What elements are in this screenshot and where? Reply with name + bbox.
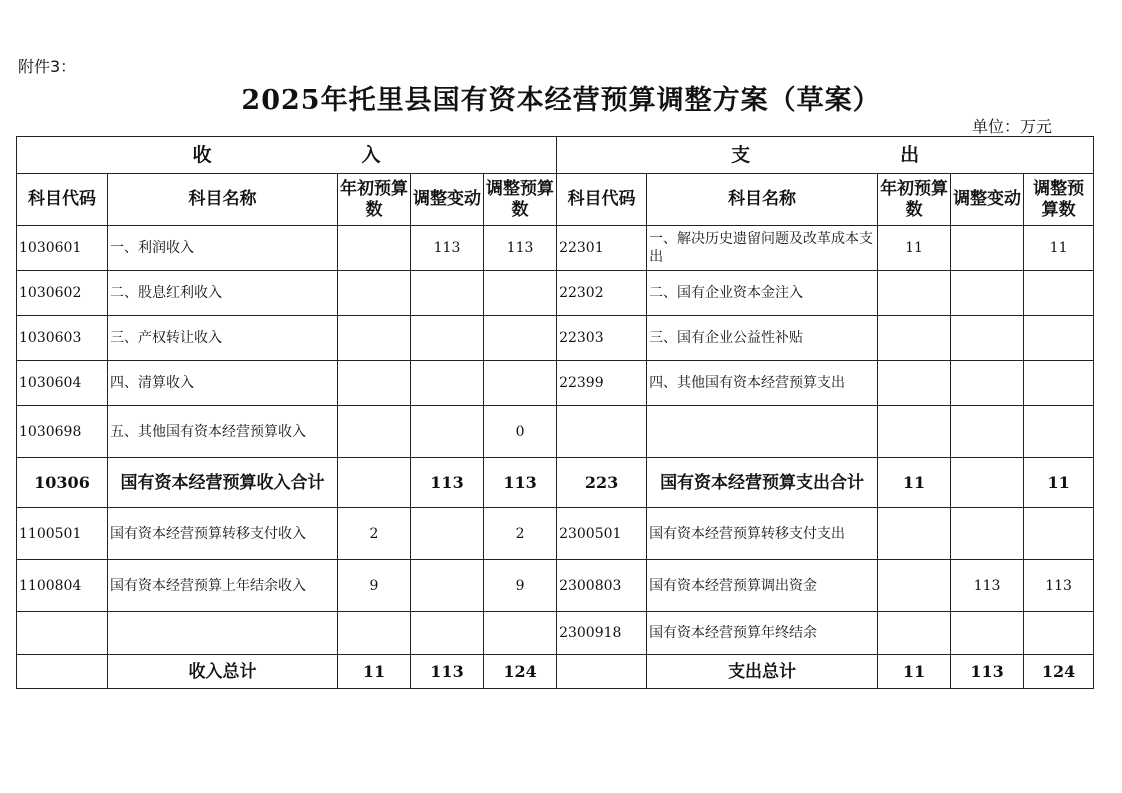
income-subtotal-name: 国有资本经营预算收入合计 bbox=[108, 458, 338, 508]
income-subtotal-initial bbox=[338, 458, 411, 508]
income-initial bbox=[338, 612, 411, 655]
col-header-income-adjusted: 调整预算数 bbox=[484, 174, 557, 226]
budget-table bbox=[16, 136, 1094, 689]
expense-code: 2300501 bbox=[557, 508, 647, 560]
table-row bbox=[17, 316, 1094, 361]
income-initial: 9 bbox=[338, 560, 411, 612]
income-total-initial: 11 bbox=[338, 655, 411, 689]
income-adjusted: 2 bbox=[484, 508, 557, 560]
income-initial bbox=[338, 406, 411, 458]
income-code: 1100804 bbox=[17, 560, 108, 612]
expense-adjusted bbox=[1024, 271, 1094, 316]
table-row bbox=[17, 508, 1094, 560]
income-adjusted bbox=[484, 361, 557, 406]
income-initial: 2 bbox=[338, 508, 411, 560]
income-code bbox=[17, 612, 108, 655]
income-subtotal-adjusted: 113 bbox=[484, 458, 557, 508]
expense-change bbox=[951, 226, 1024, 271]
expense-change bbox=[951, 406, 1024, 458]
expense-code: 22302 bbox=[557, 271, 647, 316]
table-row bbox=[17, 361, 1094, 406]
income-adjusted bbox=[484, 271, 557, 316]
expense-initial: 11 bbox=[878, 226, 951, 271]
income-section-header: 收 入 bbox=[17, 137, 557, 174]
expense-total-adjusted: 124 bbox=[1024, 655, 1094, 689]
income-total-change: 113 bbox=[411, 655, 484, 689]
expense-initial bbox=[878, 560, 951, 612]
income-change bbox=[411, 271, 484, 316]
expense-initial bbox=[878, 271, 951, 316]
expense-name: 国有资本经营预算转移支付支出 bbox=[647, 508, 878, 560]
expense-name: 四、其他国有资本经营预算支出 bbox=[647, 361, 878, 406]
col-header-income-code: 科目代码 bbox=[17, 174, 108, 226]
expense-subtotal-change bbox=[951, 458, 1024, 508]
subtotal-row bbox=[17, 458, 1094, 508]
expense-code bbox=[557, 406, 647, 458]
expense-change bbox=[951, 361, 1024, 406]
income-adjusted: 0 bbox=[484, 406, 557, 458]
expense-change bbox=[951, 316, 1024, 361]
col-header-income-name: 科目名称 bbox=[108, 174, 338, 226]
expense-total-change: 113 bbox=[951, 655, 1024, 689]
income-total-spacer bbox=[17, 655, 108, 689]
table-row bbox=[17, 406, 1094, 458]
grand-total-row bbox=[17, 655, 1094, 689]
expense-code: 22301 bbox=[557, 226, 647, 271]
expense-subtotal-name: 国有资本经营预算支出合计 bbox=[647, 458, 878, 508]
expense-name: 一、解决历史遗留问题及改革成本支出 bbox=[647, 226, 878, 271]
expense-adjusted bbox=[1024, 406, 1094, 458]
income-initial bbox=[338, 361, 411, 406]
expense-total-initial: 11 bbox=[878, 655, 951, 689]
expense-subtotal-code: 223 bbox=[557, 458, 647, 508]
income-change bbox=[411, 361, 484, 406]
expense-code: 2300803 bbox=[557, 560, 647, 612]
expense-adjusted bbox=[1024, 508, 1094, 560]
expense-initial bbox=[878, 316, 951, 361]
income-name: 二、股息红利收入 bbox=[108, 271, 338, 316]
expense-adjusted: 11 bbox=[1024, 226, 1094, 271]
column-header-row bbox=[17, 174, 1094, 226]
expense-name: 三、国有企业公益性补贴 bbox=[647, 316, 878, 361]
expense-subtotal-adjusted: 11 bbox=[1024, 458, 1094, 508]
income-code: 1030601 bbox=[17, 226, 108, 271]
income-name: 国有资本经营预算转移支付收入 bbox=[108, 508, 338, 560]
income-name: 三、产权转让收入 bbox=[108, 316, 338, 361]
expense-name: 国有资本经营预算年终结余 bbox=[647, 612, 878, 655]
income-subtotal-change: 113 bbox=[411, 458, 484, 508]
income-subtotal-code: 10306 bbox=[17, 458, 108, 508]
income-adjusted: 113 bbox=[484, 226, 557, 271]
attachment-label: 附件3： bbox=[18, 57, 77, 76]
income-code: 1030602 bbox=[17, 271, 108, 316]
expense-name bbox=[647, 406, 878, 458]
col-header-expense-adjusted: 调整预算数 bbox=[1024, 174, 1094, 226]
expense-change bbox=[951, 612, 1024, 655]
expense-code: 2300918 bbox=[557, 612, 647, 655]
expense-name: 二、国有企业资本金注入 bbox=[647, 271, 878, 316]
document-title: 2025年托里县国有资本经营预算调整方案（草案） bbox=[241, 85, 881, 116]
expense-adjusted: 113 bbox=[1024, 560, 1094, 612]
table-row bbox=[17, 271, 1094, 316]
table-row bbox=[17, 226, 1094, 271]
income-total-adjusted: 124 bbox=[484, 655, 557, 689]
income-name: 一、利润收入 bbox=[108, 226, 338, 271]
income-initial bbox=[338, 316, 411, 361]
col-header-income-initial: 年初预算数 bbox=[338, 174, 411, 226]
expense-total-label: 支出总计 bbox=[647, 655, 878, 689]
expense-initial bbox=[878, 508, 951, 560]
unit-label: 单位：万元 bbox=[972, 117, 1053, 136]
income-name: 四、清算收入 bbox=[108, 361, 338, 406]
expense-section-header: 支 出 bbox=[557, 137, 1094, 174]
income-name: 五、其他国有资本经营预算收入 bbox=[108, 406, 338, 458]
expense-adjusted bbox=[1024, 361, 1094, 406]
income-change bbox=[411, 560, 484, 612]
expense-change bbox=[951, 271, 1024, 316]
expense-code: 22303 bbox=[557, 316, 647, 361]
income-total-label: 收入总计 bbox=[108, 655, 338, 689]
income-adjusted bbox=[484, 612, 557, 655]
col-header-expense-change: 调整变动 bbox=[951, 174, 1024, 226]
table-row bbox=[17, 612, 1094, 655]
section-header-row bbox=[17, 137, 1094, 174]
expense-change bbox=[951, 508, 1024, 560]
table-row bbox=[17, 560, 1094, 612]
income-initial bbox=[338, 226, 411, 271]
expense-subtotal-initial: 11 bbox=[878, 458, 951, 508]
expense-initial bbox=[878, 612, 951, 655]
col-header-expense-code: 科目代码 bbox=[557, 174, 647, 226]
income-name: 国有资本经营预算上年结余收入 bbox=[108, 560, 338, 612]
income-code: 1030603 bbox=[17, 316, 108, 361]
expense-adjusted bbox=[1024, 612, 1094, 655]
expense-change: 113 bbox=[951, 560, 1024, 612]
expense-code: 22399 bbox=[557, 361, 647, 406]
income-adjusted: 9 bbox=[484, 560, 557, 612]
income-name bbox=[108, 612, 338, 655]
col-header-expense-name: 科目名称 bbox=[647, 174, 878, 226]
income-code: 1030604 bbox=[17, 361, 108, 406]
income-change bbox=[411, 612, 484, 655]
col-header-expense-initial: 年初预算数 bbox=[878, 174, 951, 226]
expense-name: 国有资本经营预算调出资金 bbox=[647, 560, 878, 612]
income-code: 1100501 bbox=[17, 508, 108, 560]
income-adjusted bbox=[484, 316, 557, 361]
income-change: 113 bbox=[411, 226, 484, 271]
income-code: 1030698 bbox=[17, 406, 108, 458]
expense-adjusted bbox=[1024, 316, 1094, 361]
col-header-income-change: 调整变动 bbox=[411, 174, 484, 226]
income-change bbox=[411, 508, 484, 560]
income-change bbox=[411, 316, 484, 361]
income-initial bbox=[338, 271, 411, 316]
expense-total-spacer bbox=[557, 655, 647, 689]
income-change bbox=[411, 406, 484, 458]
expense-initial bbox=[878, 361, 951, 406]
expense-initial bbox=[878, 406, 951, 458]
